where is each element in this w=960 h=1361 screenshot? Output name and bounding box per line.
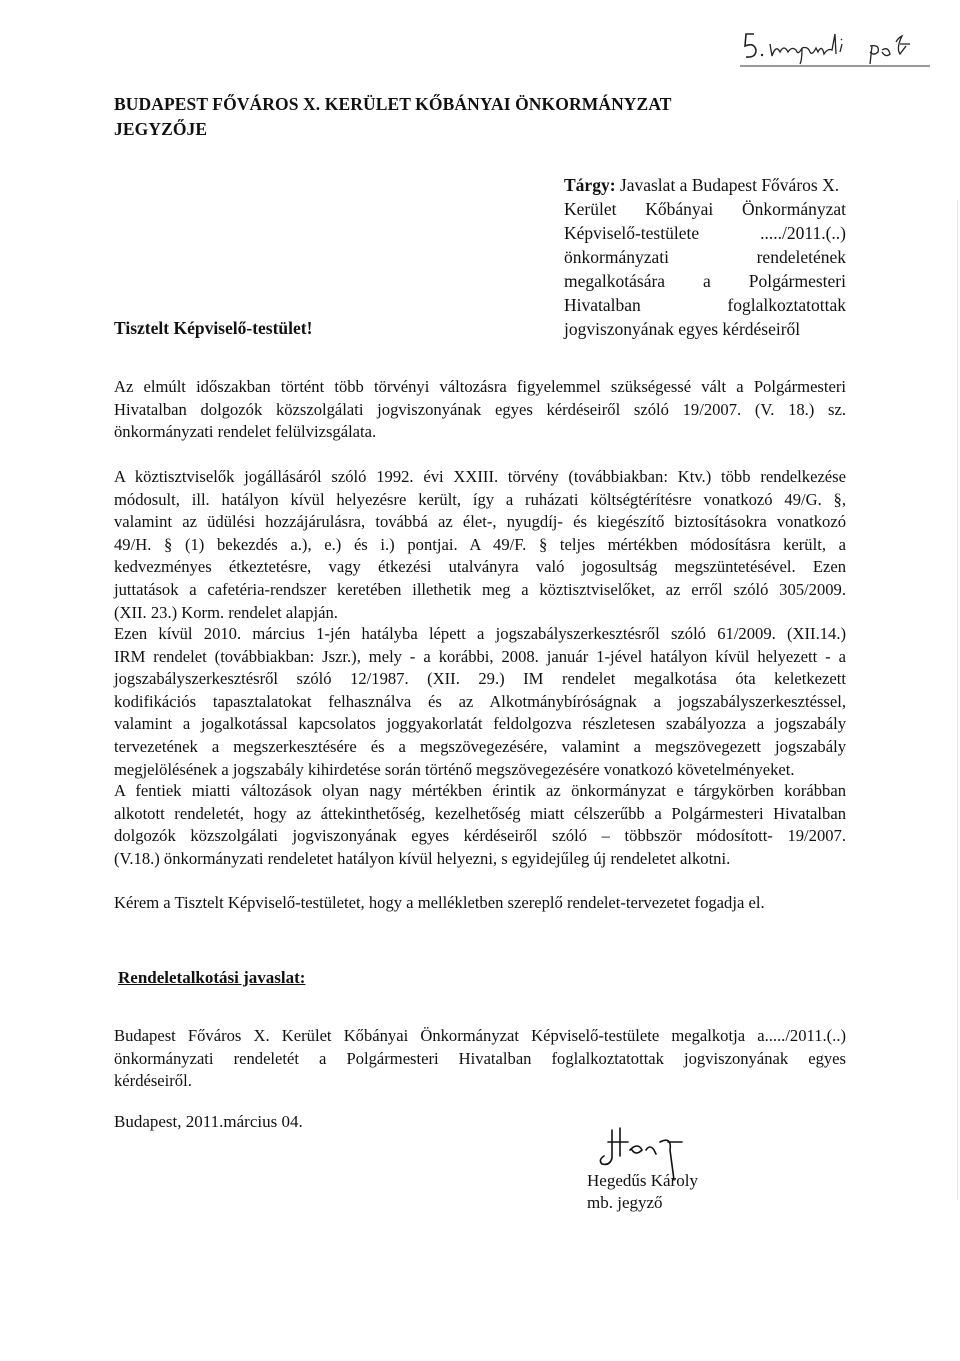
issuer-line-2: JEGYZŐJE [114,119,208,139]
paragraph-line: Budapest Főváros X. Kerület Kőbányai Önkormányzat Képviselő-testülete megalkotja a...../2011.(..) [114,1026,846,1045]
paragraph-line: tervezetének a megszerkesztésére és a megszövegezésére, valamint a megszövegezett jogszabály [114,736,846,756]
paragraph-1 [114,376,846,444]
paragraph-line: juttatások a cafetéria-rendszer keretében illethetik meg a köztisztviselőket, az erről szóló 305/2009. [114,579,846,599]
paragraph-line: önkormányzati rendelet felülvizsgálata. [114,422,377,442]
paragraph-line: Hivatalban dolgozók közszolgálati jogviszonyának egyes kérdéseiről szóló 19/2007. (V. 18.) sz. [114,399,846,419]
scan-edge-line [957,200,958,1200]
subject-row-4 [564,245,846,269]
issuer-line-1: BUDAPEST FŐVÁROS X. KERÜLET KŐBÁNYAI ÖNKORMÁNYZAT [114,94,672,114]
paragraph-line: A fentiek miatti változások olyan nagy mértékben érintik az önkormányzat e tárgykörben korábban [114,781,846,800]
paragraph-line: dolgozók közszolgálati jogviszonyának egyes kérdéseiről szóló – többször módosított- 19/2007. [114,826,846,846]
subject-word: Önkormányzat [742,199,846,219]
signatory-block [587,1170,698,1214]
paragraph-line: megjelölésének a jogszabály kihirdetése során történő megszövegezésére vonatkozó követelményeket. [114,759,795,779]
paragraph-line: valamint az üdülési hozzájárulásra, továbbá az élet-, nyugdíj- és kiegészítő biztosításokra vonatkozó [114,512,846,532]
paragraph-4 [114,780,846,870]
signatory-title: mb. jegyző [587,1193,663,1212]
paragraph-line: A köztisztviselők jogállásáról szóló 1992. évi XXIII. törvény (továbbiakban: Ktv.) több rendelkezése [114,467,846,486]
paragraph-line: önkormányzati rendeletét a Polgármesteri Hivatalban foglalkoztatottak jogviszonyának egyes [114,1048,846,1068]
paragraph-line: Ezen kívül 2010. március 1-jén hatályba lépett a jogszabályszerkesztésről szóló 61/2009. (XII.14.) [114,624,846,643]
subject-word: Képviselő-testülete [564,223,700,243]
handwritten-note [740,22,930,72]
subject-word: foglalkoztatottak [727,295,846,315]
paragraph-2 [114,466,846,624]
subject-row-1 [564,173,846,197]
paragraph-line: valamint a jogalkotással kapcsolatos joggyakorlatát feldolgozva részletesen szabályozza a jogszabály [114,714,846,734]
paragraph-line: kérdéseiről. [114,1071,192,1091]
issuer-header [114,92,672,142]
paragraph-line: alkotott rendeletét, hogy az áttekinthetőség, kezelhetőség miatt célszerűbb a Polgármesteri Hivatalban [114,803,846,823]
date-line: Budapest, 2011.március 04. [114,1112,303,1131]
subject-row-3 [564,221,846,245]
paragraph-line: kodifikációs tapasztalatokat felhasználva és az Alkotmánybíróságnak a jogszabályszerkesztéssel, [114,691,846,711]
subject-word: jogviszonyának egyes kérdéseiről [564,319,801,339]
subject-text: Javaslat a Budapest Főváros X. [619,175,840,195]
subject-word: rendeletének [756,247,846,267]
paragraph-line: kedvezményes étkeztetésre, vagy étkezési utalványra való jogosultság megszüntetésével. Ezen [114,557,846,577]
paragraph-line: Kérem a Tisztelt Képviselő-testületet, hogy a mellékletben szereplő rendelet-tervezetet fogadja el. [114,893,765,912]
subject-row-6 [564,293,846,317]
subject-word: a [703,271,711,291]
subject-row-2 [564,197,846,221]
paragraph-line: Az elmúlt időszakban történt több törvényi változásra figyelemmel szükségessé vált a Polgármesteri [114,377,846,396]
subject-block [564,173,846,341]
subject-word: önkormányzati [564,247,669,267]
paragraph-line: IRM rendelet (továbbiakban: Jszr.), mely - a korábbi, 2008. január 1-jével hatályon kívül helyezett - a [114,646,846,666]
subject-word: Hivatalban [564,295,641,315]
subject-row-7 [564,317,846,341]
subject-word: ...../2011.(..) [760,223,846,243]
subject-word: megalkotására [564,271,666,291]
paragraph-line: 49/H. § (1) bekezdés a.), e.) és i.) pontjai. A 49/F. § teljes mértékben módosításra került, a [114,534,846,554]
proposal-heading: Rendeletalkotási javaslat: [118,968,306,987]
subject-word: Kerület [564,199,617,219]
paragraph-line: (V.18.) önkormányzati rendeletet hatályon kívül helyezni, s egyidejűleg új rendeletet alkotni. [114,848,731,868]
paragraph-line: módosult, ill. hatályon kívül helyezésre került, így a ruházati költségtérítésre vonatkozó 49/G. §, [114,489,846,509]
proposal-text [114,1025,846,1093]
subject-label: Tárgy: [564,175,616,195]
paragraph-3 [114,623,846,781]
subject-word: Kőbányai [645,199,714,219]
paragraph-line: jogszabályszerkesztésről szóló 12/1987. (XII. 29.) IM rendelet megalkotása óta keletkezett [114,669,846,689]
salutation: Tisztelt Képviselő-testület! [114,318,313,338]
signatory-name: Hegedűs Károly [587,1171,698,1190]
subject-row-5 [564,269,846,293]
subject-word: Polgármesteri [748,271,846,291]
paragraph-line: (XII. 23.) Korm. rendelet alapján. [114,602,338,622]
paragraph-5 [114,892,846,915]
